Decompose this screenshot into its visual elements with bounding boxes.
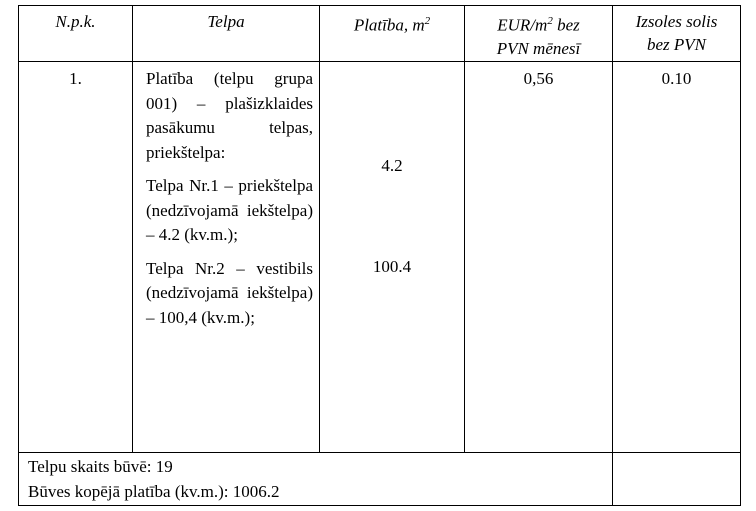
header-npk: N.p.k. [19,6,133,62]
summary-room-count: Telpu skaits būvē: 19 [28,457,173,476]
cell-npk: 1. [19,62,133,453]
header-row [19,6,741,62]
table-row [19,62,741,453]
header-eur: EUR/$m^2$ bez PVN mēnesī [465,6,613,62]
platiba-value: 4.2 [381,156,403,175]
header-telpa: Telpa [133,6,320,62]
cell-platiba [320,62,465,453]
summary-row [19,453,741,506]
header-platiba: Platība, $m^2$ [320,6,465,62]
cell-izsoles-solis: 0.10 [613,62,741,453]
telpa-paragraph: Platība (telpu grupa 001) – plašizklaides pasākumu telpas, priekštelpa: [146,69,313,162]
cell-eur: 0,56 [465,62,613,453]
platiba-value: 100.4 [372,257,412,276]
summary-empty-cell [613,453,741,506]
lease-table [18,5,741,506]
summary-cell [19,453,613,506]
telpa-paragraph: Telpa Nr.1 – priekštelpa (nedzīvojamā iekštelpa) – 4.2 (kv.m.); [146,176,313,244]
summary-total-area: Būves kopējā platība (kv.m.): 1006.2 [28,481,280,501]
cell-telpa [133,62,320,453]
telpa-paragraph: Telpa Nr.2 – vestibils (nedzīvojamā iekštelpa) – 100,4 (kv.m.); [146,258,313,327]
header-izsoles-solis: Izsoles solis bez PVN [613,6,741,62]
